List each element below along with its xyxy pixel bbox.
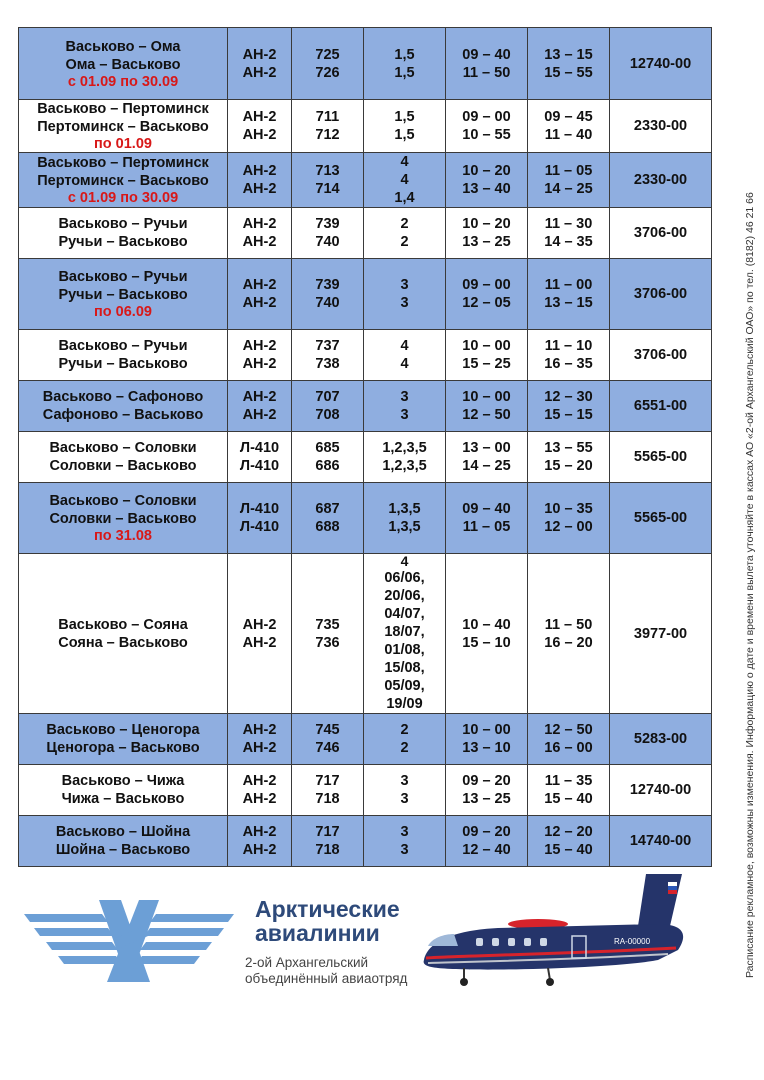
flight-number: 717 [315, 773, 340, 789]
days-cell [364, 765, 446, 816]
route-line: Пертоминск – Васьково [37, 119, 209, 135]
ticket-price: 14740-00 [629, 833, 692, 849]
days-cell [364, 28, 446, 100]
departure-time: 09 – 20 [462, 824, 511, 840]
days-of-week: 3 [400, 295, 409, 311]
departure-cell [446, 765, 528, 816]
aircraft-type: АН-2 [242, 234, 277, 250]
flight-number: 685 [315, 440, 340, 456]
airplane-icon [418, 868, 718, 993]
price-cell [610, 100, 712, 153]
flight-number: 736 [315, 634, 340, 651]
days-of-week: 1,3,5 [388, 519, 421, 535]
flight-number: 739 [315, 277, 340, 293]
days-of-week: 3 [400, 277, 409, 293]
route-line: Васьково – Пертоминск [37, 101, 209, 117]
arrival-time: 12 – 20 [544, 824, 593, 840]
days-of-week: 3 [400, 824, 409, 840]
price-cell [610, 714, 712, 765]
arrival-time: 16 – 35 [544, 356, 593, 372]
route-cell [19, 554, 228, 714]
flight-cell [292, 432, 364, 483]
arrival-time: 11 – 00 [544, 277, 593, 293]
aircraft-type: АН-2 [242, 722, 277, 738]
departure-time: 13 – 00 [462, 440, 511, 456]
departure-time: 13 – 25 [462, 791, 511, 807]
ticket-price: 3977-00 [633, 625, 688, 642]
schedule-row [19, 330, 712, 381]
arctic-airlines-logo-icon [24, 892, 234, 988]
schedule-row [19, 432, 712, 483]
route-cell [19, 330, 228, 381]
days-of-week: 3 [400, 791, 409, 807]
period-note: по 06.09 [94, 304, 152, 320]
ticket-price: 12740-00 [629, 55, 692, 72]
departure-time: 10 – 20 [462, 216, 511, 232]
flight-cell [292, 381, 364, 432]
days-of-week: 2 [400, 740, 409, 756]
flight-number: 718 [315, 791, 340, 807]
days-cell [364, 381, 446, 432]
arrival-cell [528, 483, 610, 554]
aircraft-type: АН-2 [242, 773, 277, 789]
ticket-price: 3706-00 [633, 225, 688, 241]
days-cell [364, 100, 446, 153]
flight-cell [292, 100, 364, 153]
aircraft-type: АН-2 [242, 295, 277, 311]
ticket-price: 5283-00 [633, 731, 688, 747]
departure-time: 10 – 00 [462, 722, 511, 738]
arrival-time: 15 – 55 [544, 64, 593, 81]
departure-time: 10 – 40 [462, 616, 511, 633]
departure-cell [446, 483, 528, 554]
days-of-week: 4 [400, 172, 409, 188]
departure-time: 12 – 05 [462, 295, 511, 311]
aircraft-type: АН-2 [242, 842, 277, 858]
route-line: Ценогора – Васьково [46, 740, 200, 756]
days-of-week: 2 [400, 234, 409, 250]
route-cell [19, 208, 228, 259]
route-line: Шойна – Васьково [55, 842, 191, 858]
schedule-row [19, 765, 712, 816]
flight-number: 739 [315, 216, 340, 232]
departure-time: 10 – 00 [462, 338, 511, 354]
arrival-time: 12 – 00 [544, 519, 593, 535]
aircraft-type: АН-2 [242, 109, 277, 125]
route-line: Сояна – Васьково [58, 634, 188, 651]
side-notice: Расписание рекламное, возможны изменения. Информацию о дате и времени вылета уточняйте в кассах АО «2-ой Архангельский ОАО» по тел. (8182) 46 21 66 [744, 192, 756, 978]
departure-cell [446, 208, 528, 259]
route-line: Васьково – Соловки [49, 440, 197, 456]
route-line: Ручьи – Васьково [58, 356, 188, 372]
departure-time: 15 – 25 [462, 356, 511, 372]
departure-time: 11 – 05 [462, 519, 511, 535]
departure-cell [446, 816, 528, 867]
arrival-cell [528, 153, 610, 208]
days-of-week: 2 [400, 216, 409, 232]
flight-cell [292, 153, 364, 208]
period-note: по 31.08 [94, 528, 152, 544]
route-line: Чижа – Васьково [61, 791, 185, 807]
flight-number: 745 [315, 722, 340, 738]
aircraft-type: АН-2 [242, 634, 277, 651]
aircraft-cell [228, 483, 292, 554]
arrival-cell [528, 100, 610, 153]
days-of-week: 01/08, 15/08, [384, 642, 425, 676]
arrival-time: 12 – 30 [544, 389, 593, 405]
flight-number: 714 [315, 181, 340, 197]
price-cell [610, 483, 712, 554]
days-cell [364, 432, 446, 483]
arrival-time: 11 – 05 [544, 163, 593, 179]
departure-time: 13 – 25 [462, 234, 511, 250]
days-of-week: 4 [400, 154, 409, 170]
price-cell [610, 432, 712, 483]
arrival-time: 13 – 15 [544, 46, 593, 63]
flight-number: 713 [315, 163, 340, 179]
period-note: по 01.09 [94, 136, 152, 152]
period-note: с 01.09 по 30.09 [67, 73, 179, 90]
flight-cell [292, 554, 364, 714]
days-cell [364, 816, 446, 867]
period-note: с 01.09 по 30.09 [67, 190, 179, 206]
aircraft-type: Л-410 [239, 458, 280, 474]
arrival-time: 10 – 35 [544, 501, 593, 517]
price-cell [610, 208, 712, 259]
schedule-row [19, 259, 712, 330]
brand-title-line2: авиалинии [255, 920, 380, 946]
aircraft-type: АН-2 [242, 64, 277, 81]
departure-cell [446, 432, 528, 483]
arrival-time: 15 – 40 [544, 842, 593, 858]
flight-cell [292, 483, 364, 554]
route-line: Васьково – Пертоминск [37, 155, 209, 171]
flight-cell [292, 28, 364, 100]
flight-number: 718 [315, 842, 340, 858]
flight-number: 688 [315, 519, 340, 535]
flight-number: 687 [315, 501, 340, 517]
days-of-week: 1,5 [394, 46, 415, 63]
days-of-week: 4 [400, 553, 409, 569]
arrival-time: 13 – 55 [544, 440, 593, 456]
route-line: Ручьи – Васьково [58, 234, 188, 250]
schedule-row [19, 208, 712, 259]
departure-cell [446, 259, 528, 330]
aircraft-type: АН-2 [242, 356, 277, 372]
departure-time: 14 – 25 [462, 458, 511, 474]
departure-cell [446, 100, 528, 153]
departure-time: 15 – 10 [462, 634, 511, 651]
route-line: Васьково – Ручьи [58, 338, 188, 354]
arrival-time: 15 – 20 [544, 458, 593, 474]
arrival-time: 12 – 50 [544, 722, 593, 738]
arrival-cell [528, 208, 610, 259]
flight-number: 738 [315, 356, 340, 372]
days-of-week: 1,2,3,5 [382, 440, 427, 456]
ticket-price: 3706-00 [633, 286, 688, 302]
flight-number: 726 [315, 64, 340, 81]
arrival-time: 09 – 45 [544, 109, 593, 125]
flight-number: 740 [315, 295, 340, 311]
days-cell [364, 153, 446, 208]
aircraft-cell [228, 100, 292, 153]
ticket-price: 12740-00 [629, 782, 692, 798]
aircraft-cell [228, 153, 292, 208]
arrival-cell [528, 330, 610, 381]
price-cell [610, 816, 712, 867]
aircraft-cell [228, 381, 292, 432]
days-of-week: 1,4 [394, 190, 415, 206]
route-line: Васьково – Ручьи [58, 269, 188, 285]
arrival-time: 11 – 30 [544, 216, 593, 232]
route-line: Васьково – Ома [65, 38, 181, 55]
route-cell [19, 765, 228, 816]
ticket-price: 5565-00 [633, 449, 688, 465]
schedule-row [19, 100, 712, 153]
flight-number: 707 [315, 389, 340, 405]
route-cell [19, 381, 228, 432]
route-line: Ручьи – Васьково [58, 287, 188, 303]
brand-subtitle [245, 955, 407, 987]
arrival-cell [528, 554, 610, 714]
aircraft-cell [228, 765, 292, 816]
price-cell [610, 259, 712, 330]
departure-cell [446, 554, 528, 714]
aircraft-type: АН-2 [242, 127, 277, 143]
days-of-week: 06/06, 20/06, [384, 570, 425, 604]
aircraft-type: АН-2 [242, 791, 277, 807]
price-cell [610, 153, 712, 208]
arrival-time: 11 – 50 [544, 616, 593, 633]
arrival-time: 11 – 40 [544, 127, 593, 143]
arrival-time: 13 – 15 [544, 295, 593, 311]
ticket-price: 5565-00 [633, 510, 688, 526]
flight-cell [292, 208, 364, 259]
route-line: Сафоново – Васьково [42, 407, 204, 423]
flight-number: 737 [315, 338, 340, 354]
ticket-price: 3706-00 [633, 347, 688, 363]
route-cell [19, 153, 228, 208]
departure-time: 12 – 40 [462, 842, 511, 858]
price-cell [610, 330, 712, 381]
ticket-price: 6551-00 [633, 398, 688, 414]
schedule-row [19, 381, 712, 432]
price-cell [610, 554, 712, 714]
days-of-week: 3 [400, 773, 409, 789]
brand-title-line1: Арктические [255, 896, 400, 922]
route-cell [19, 483, 228, 554]
flight-number: 717 [315, 824, 340, 840]
arrival-cell [528, 381, 610, 432]
route-line: Васьково – Сафоново [42, 389, 204, 405]
days-cell [364, 483, 446, 554]
departure-time: 09 – 20 [462, 773, 511, 789]
brand-title [255, 897, 400, 945]
days-of-week: 1,3,5 [388, 501, 421, 517]
route-cell [19, 816, 228, 867]
flight-number: 712 [315, 127, 340, 143]
departure-cell [446, 330, 528, 381]
brand-subtitle-line2: объединённый авиаотряд [245, 971, 408, 986]
arrival-time: 15 – 40 [544, 791, 593, 807]
arrival-cell [528, 816, 610, 867]
days-of-week: 1,5 [394, 127, 415, 143]
arrival-time: 15 – 15 [544, 407, 593, 423]
route-line: Васьково – Шойна [55, 824, 191, 840]
arrival-time: 14 – 35 [544, 234, 593, 250]
flight-cell [292, 816, 364, 867]
price-cell [610, 381, 712, 432]
days-of-week: 05/09, 19/09 [384, 678, 425, 712]
departure-cell [446, 153, 528, 208]
route-line: Соловки – Васьково [49, 458, 197, 474]
aircraft-type: Л-410 [239, 440, 280, 456]
arrival-time: 16 – 20 [544, 634, 593, 651]
arrival-cell [528, 432, 610, 483]
aircraft-cell [228, 208, 292, 259]
aircraft-type: АН-2 [242, 163, 277, 179]
route-cell [19, 432, 228, 483]
departure-time: 13 – 40 [462, 181, 511, 197]
route-cell [19, 100, 228, 153]
schedule-row [19, 153, 712, 208]
departure-cell [446, 714, 528, 765]
arrival-cell [528, 259, 610, 330]
aircraft-cell [228, 28, 292, 100]
departure-time: 10 – 00 [462, 389, 511, 405]
aircraft-type: АН-2 [242, 740, 277, 756]
price-cell [610, 28, 712, 100]
days-of-week: 3 [400, 407, 409, 423]
aircraft-type: АН-2 [242, 338, 277, 354]
plane-registration: RA-00000 [614, 937, 651, 946]
departure-time: 10 – 55 [462, 127, 511, 143]
days-of-week: 3 [400, 389, 409, 405]
aircraft-type: Л-410 [239, 519, 280, 535]
route-line: Васьково – Ценогора [46, 722, 200, 738]
days-cell [364, 714, 446, 765]
departure-time: 13 – 10 [462, 740, 511, 756]
schedule-row [19, 28, 712, 100]
flight-number: 708 [315, 407, 340, 423]
aircraft-type: АН-2 [242, 407, 277, 423]
arrival-time: 11 – 10 [544, 338, 593, 354]
route-line: Соловки – Васьково [49, 511, 197, 527]
aircraft-cell [228, 554, 292, 714]
price-cell [610, 765, 712, 816]
ticket-price: 2330-00 [633, 172, 688, 188]
departure-cell [446, 381, 528, 432]
days-of-week: 1,2,3,5 [382, 458, 427, 474]
days-of-week: 2 [400, 722, 409, 738]
days-of-week: 1,5 [394, 64, 415, 81]
route-cell [19, 28, 228, 100]
aircraft-cell [228, 330, 292, 381]
aircraft-type: АН-2 [242, 824, 277, 840]
flight-number: 686 [315, 458, 340, 474]
schedule-row [19, 554, 712, 714]
days-of-week: 04/07, 18/07, [384, 606, 425, 640]
route-line: Ома – Васьково [65, 56, 181, 73]
days-cell [364, 330, 446, 381]
days-of-week: 1,5 [394, 109, 415, 125]
flight-number: 740 [315, 234, 340, 250]
flight-number: 711 [315, 109, 340, 125]
aircraft-type: АН-2 [242, 616, 277, 633]
aircraft-type: Л-410 [239, 501, 280, 517]
flight-number: 725 [315, 46, 340, 63]
route-line: Васьково – Чижа [61, 773, 185, 789]
flight-number: 746 [315, 740, 340, 756]
schedule-table [18, 27, 712, 867]
departure-time: 11 – 50 [462, 64, 511, 81]
departure-time: 09 – 00 [462, 277, 511, 293]
ticket-price: 2330-00 [633, 118, 688, 134]
route-cell [19, 259, 228, 330]
arrival-cell [528, 714, 610, 765]
schedule-row [19, 714, 712, 765]
days-of-week: 4 [400, 356, 409, 372]
flight-number: 735 [315, 616, 340, 633]
aircraft-type: АН-2 [242, 46, 277, 63]
flight-cell [292, 330, 364, 381]
aircraft-type: АН-2 [242, 216, 277, 232]
schedule-row [19, 483, 712, 554]
route-line: Васьково – Сояна [58, 616, 188, 633]
departure-time: 12 – 50 [462, 407, 511, 423]
route-cell [19, 714, 228, 765]
aircraft-cell [228, 816, 292, 867]
days-cell [364, 554, 446, 714]
departure-time: 09 – 00 [462, 109, 511, 125]
days-cell [364, 259, 446, 330]
schedule-row [19, 816, 712, 867]
days-of-week: 3 [400, 842, 409, 858]
arrival-cell [528, 28, 610, 100]
route-line: Пертоминск – Васьково [37, 173, 209, 189]
arrival-time: 16 – 00 [544, 740, 593, 756]
arrival-time: 11 – 35 [544, 773, 593, 789]
route-line: Васьково – Ручьи [58, 216, 188, 232]
arrival-time: 14 – 25 [544, 181, 593, 197]
aircraft-cell [228, 432, 292, 483]
arrival-cell [528, 765, 610, 816]
aircraft-type: АН-2 [242, 181, 277, 197]
days-of-week: 4 [400, 338, 409, 354]
days-cell [364, 208, 446, 259]
brand-subtitle-line1: 2-ой Архангельский [245, 955, 369, 970]
route-line: Васьково – Соловки [49, 493, 197, 509]
aircraft-type: АН-2 [242, 389, 277, 405]
departure-time: 09 – 40 [462, 46, 511, 63]
departure-time: 09 – 40 [462, 501, 511, 517]
flight-cell [292, 765, 364, 816]
flight-cell [292, 259, 364, 330]
aircraft-cell [228, 259, 292, 330]
departure-cell [446, 28, 528, 100]
aircraft-type: АН-2 [242, 277, 277, 293]
departure-time: 10 – 20 [462, 163, 511, 179]
flight-cell [292, 714, 364, 765]
aircraft-cell [228, 714, 292, 765]
